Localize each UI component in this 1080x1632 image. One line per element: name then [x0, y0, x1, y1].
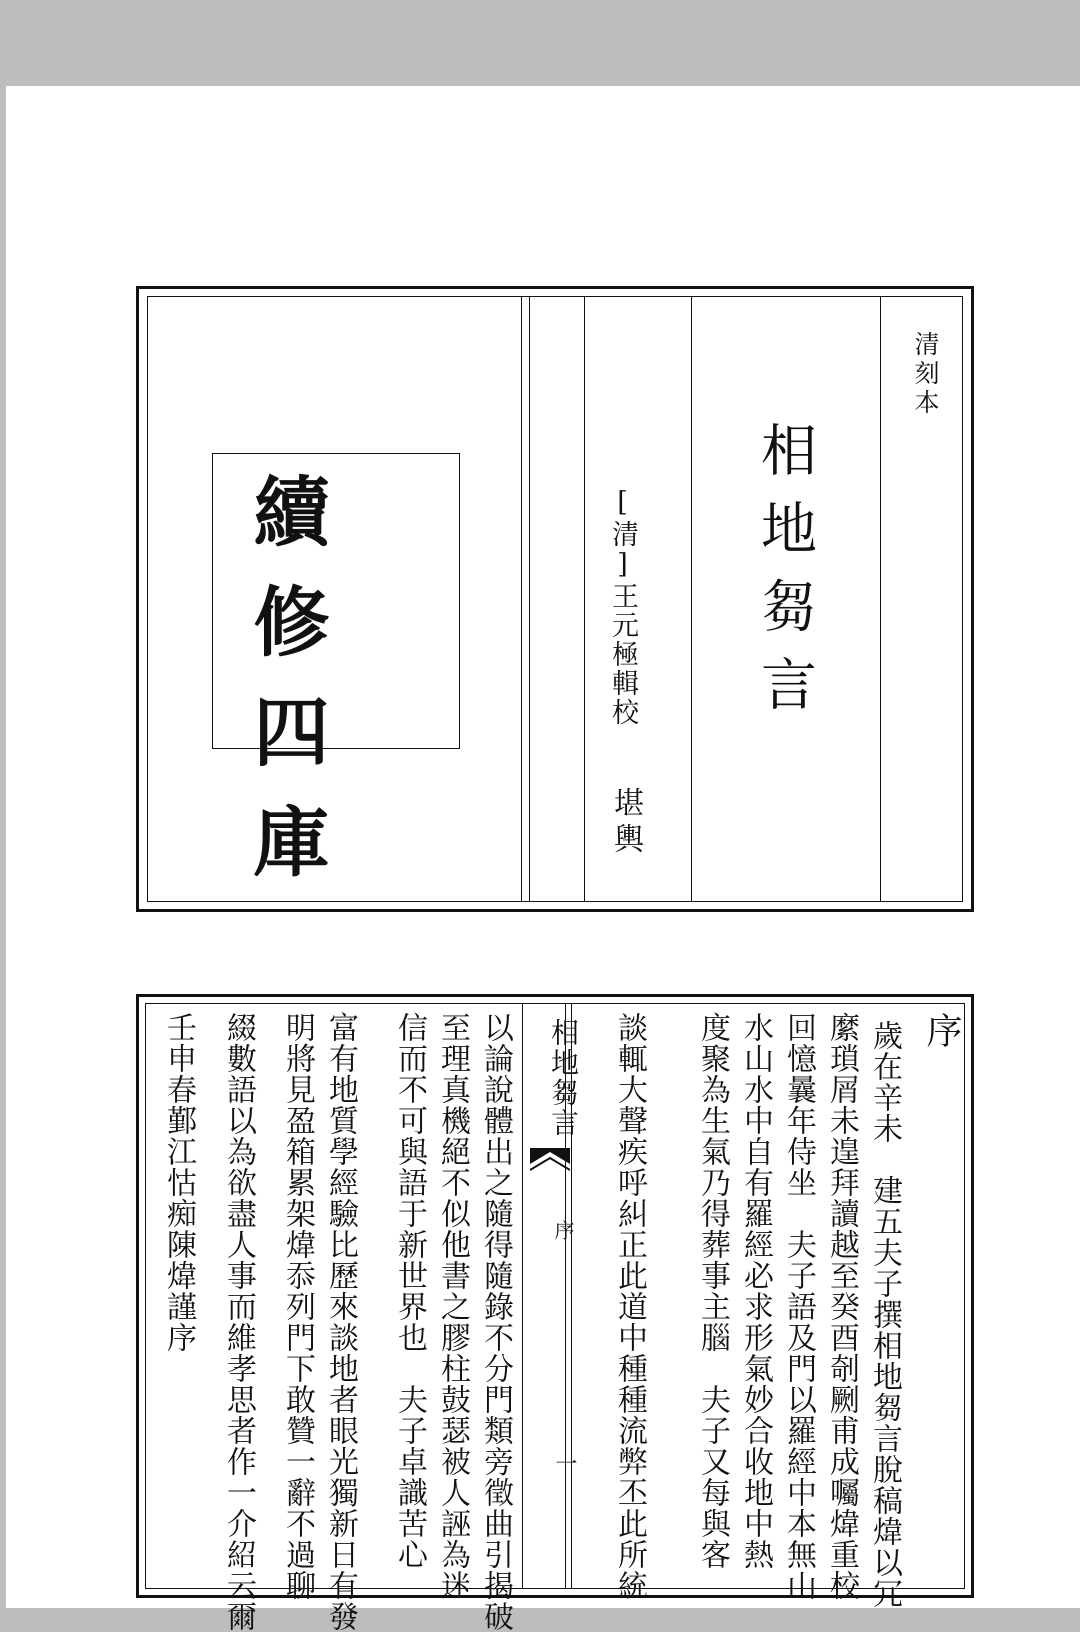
preface-column-8: 至理真機絕不似他書之膠柱鼓瑟被人誣為迷	[435, 1012, 470, 1601]
book-title: 相地芻言	[752, 421, 817, 733]
preface-column-2: 縻瑣屑未遑拜讀越至癸酉剞劂甫成囑煒重校	[824, 1012, 859, 1601]
collection-seal	[212, 453, 460, 912]
center-column-section: 序	[551, 1220, 575, 1240]
preface-column-12: 綴數語以為欲盡人事而維孝思者作一介紹云爾	[221, 1012, 256, 1632]
column-divider	[529, 297, 530, 901]
preface-column-10: 富有地質學經驗比歷來談地者眼光獨新日有發	[323, 1012, 358, 1632]
collection-seal-text: 續修四庫	[241, 472, 330, 912]
preface-column-4: 水山水中自有羅經必求形氣妙合收地中熱	[738, 1012, 773, 1570]
column-divider	[691, 297, 692, 901]
title-page-inner-border	[147, 296, 963, 912]
preface-column-5: 度聚為生氣乃得葬事主腦 夫子又每與客	[695, 1012, 730, 1570]
preface-heading: 序	[921, 1012, 962, 1048]
edition-label: 清刻本	[911, 331, 940, 418]
category-label: 堪輿	[608, 787, 643, 859]
preface-column-3: 回憶曩年侍坐 夫子語及門以羅經中本無山	[781, 1012, 816, 1601]
author-line: [清]王元極輯校	[607, 487, 638, 727]
scanned-page	[6, 86, 1080, 1632]
column-divider	[880, 297, 881, 901]
preface-column-11: 明將見盈箱累架煒忝列門下敢贊一辭不過聊	[280, 1012, 315, 1601]
preface-column-13: 壬申春鄞江怙痴陳煒謹序	[161, 1012, 196, 1353]
center-column-page-number: 一	[552, 1452, 577, 1474]
viewer-top-bar	[0, 0, 1080, 86]
column-divider	[584, 297, 585, 901]
center-column-title: 相地芻言	[547, 1018, 580, 1138]
preface-page-inner-border	[145, 1003, 965, 1632]
column-divider	[521, 297, 522, 901]
title-page-frame	[136, 286, 974, 912]
preface-column-7: 以論說體出之隨得隨錄不分門類旁徵曲引揭破	[478, 1012, 513, 1632]
preface-column-9: 信而不可與語于新世界也 夫子卓識苦心	[392, 1012, 427, 1570]
fishtail-mark	[530, 1148, 570, 1178]
preface-column-6: 談輒大聲疾呼糾正此道中種種流弊丕此所統	[612, 1012, 647, 1601]
preface-page-frame	[136, 994, 974, 1632]
center-column-divider	[522, 1004, 523, 1588]
preface-column-1: 歲在辛未 建五夫子撰相地芻言脫稿煒以冗	[867, 1020, 902, 1609]
